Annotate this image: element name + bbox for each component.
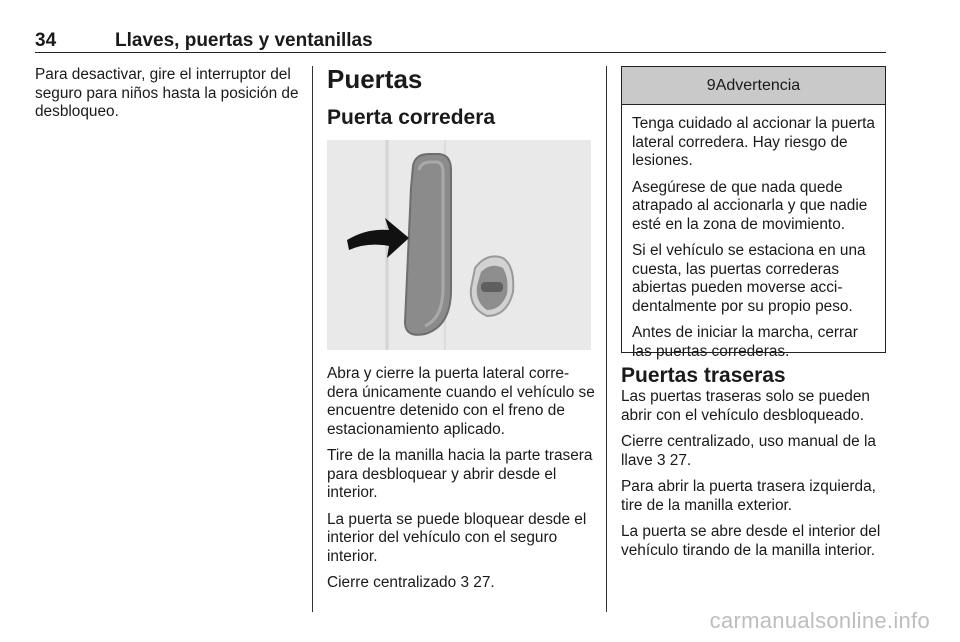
page-header — [35, 30, 886, 53]
xref-arrow-icon: 3 — [656, 451, 666, 469]
warning-body — [622, 105, 885, 361]
xref-arrow-icon: 3 — [460, 574, 470, 591]
paragraph: La puerta se abre desde el interior del vehículo tirando de la manilla interior. — [621, 523, 881, 559]
paragraph: Tire de la manilla hacia la parte trasera para desbloquear y abrir desde el interior. — [327, 447, 593, 501]
sliding-door-illustration — [327, 140, 591, 350]
xref-page: 27. — [669, 451, 692, 469]
xref-page: 27. — [473, 574, 495, 591]
warning-title: Advertencia — [715, 76, 801, 94]
paragraph: Las puertas traseras solo se pueden abrir con el vehículo desbloqueado. — [621, 388, 870, 424]
sliding-door-handle-icon — [405, 154, 451, 335]
warning-header — [622, 67, 885, 105]
paragraph: Abra y cierre la puerta lateral corre-dera únicamente cuando el vehículo se encuentre detenido con el freno de estacionamiento aplicado. — [327, 365, 595, 438]
warning-box — [621, 66, 886, 360]
column-divider-1 — [312, 66, 313, 612]
warning-triangle-icon: 9 — [706, 76, 716, 94]
door-lock-knob-icon — [471, 256, 513, 316]
child-lock-text: Para desactivar, gire el interruptor del seguro para niños hasta la posición de desbloqueo. — [35, 66, 299, 120]
cross-reference[interactable] — [327, 574, 597, 593]
xref-text: Cierre centralizado, uso manual de la llave — [621, 433, 876, 469]
column-2-heading — [327, 64, 597, 130]
sliding-door-figure — [327, 140, 591, 350]
xref-text: Cierre centralizado — [327, 574, 457, 591]
chapter-title: Llaves, puertas y ventanillas — [115, 30, 373, 51]
column-3 — [621, 364, 889, 568]
column-divider-2 — [606, 66, 607, 612]
page-number: 34 — [35, 30, 57, 51]
column-1 — [35, 66, 305, 130]
watermark: carmanualsonline.info — [709, 608, 930, 633]
warning-paragraph: Tenga cuidado al accionar la puerta lateral corredera. Hay riesgo de lesiones. — [632, 115, 875, 169]
column-2-body — [327, 365, 597, 601]
warning-paragraph: Si el vehículo se estaciona en una cuesta, las puertas correderas abiertas pueden moverse acci-dentalmente por su propio peso. — [632, 242, 866, 315]
paragraph: Para abrir la puerta trasera izquierda, tire de la manilla exterior. — [621, 478, 876, 514]
section-heading: Puertas — [327, 64, 423, 94]
cross-reference[interactable] — [621, 433, 889, 470]
warning-paragraph: Asegúrese de que nada quede atrapado al accionarla y que nadie esté en la zona de movimiento. — [632, 178, 868, 233]
paragraph: La puerta se puede bloquear desde el interior del vehículo con el seguro interior. — [327, 510, 587, 565]
warning-paragraph: Antes de iniciar la marcha, cerrar las puertas correderas. — [632, 324, 858, 360]
subsection-heading: Puerta corredera — [327, 106, 496, 129]
section-heading: Puertas traseras — [621, 364, 786, 387]
